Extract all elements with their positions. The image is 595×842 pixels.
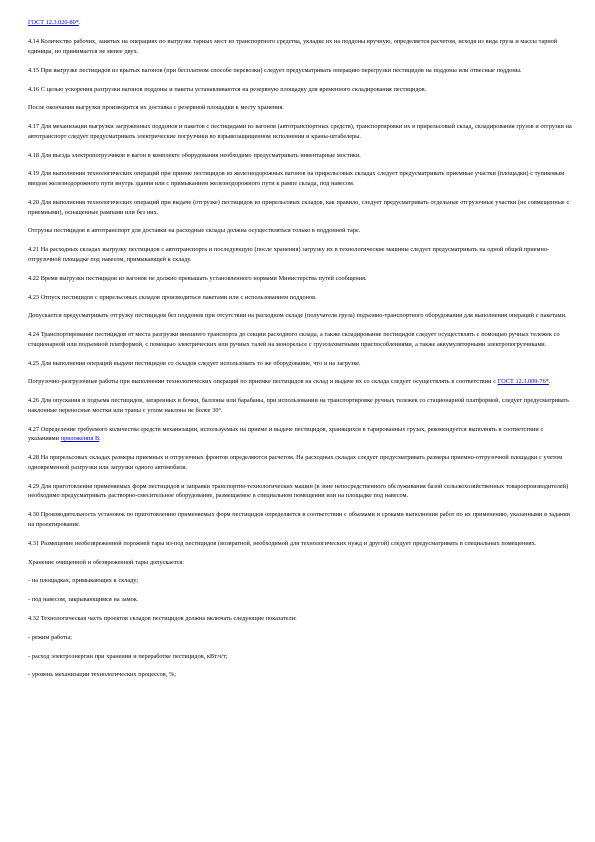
paragraph-4-23: 4.23 Отпуск пестицидов с прирельсовых складов производиться пакетами или с использованием поддонов.	[28, 293, 317, 301]
paragraph-4-30: 4.30 Производительность установок по приготовлению применяемых форм пестицидов определяется в соответствии с объемами и сроками выполнения работ по их применению, указанными в задании на проектирование.	[28, 511, 571, 528]
paragraph-4-24: 4.24 Транспортирование пестицидов от места разгрузки внешнего транспорта до секции расходного склада, а также складирование пестицидов следует осуществлять с помощью ручных тележек со стационарной или подъемной платформой, с помощью электрических или ручных талей на монорельсе с грузозахватными приспособлениями, а также аккумуляторными электропогрузчиками.	[28, 331, 560, 348]
paragraph-4-20-continued: Отгрузка пестицидов в автотранспорт для доставки на расходные склады должна осуществляться только в поддонной таре.	[28, 227, 361, 235]
paragraph-4-27-text: 4.27 Определение требуемого количества средств механизации, используемых на приеме и выдаче пестицидов, хранящихся в тарированных грузах, рекомендуется выполнять в соответствии с указаниями	[28, 425, 544, 443]
paragraph-4-15: 4.15 При выгрузке пестицидов из крытых вагонов (при бесплатном способе перевозки) следует предусматривать операцию перегрузки пестицидов на поддоны или отвесные поддоны.	[28, 66, 522, 74]
paragraph-4-17: 4.17 Для механизации выгрузки загруженных поддонов и пакетов с пестицидами из вагонов (автотранспортных средств), транспортировки их в прирельсовый склад, складирования грузов и отгрузки на автотранспорт следует предусматривать электрические погрузчики во взрывозащищенном исполнении и краны-штабелеры.	[28, 123, 572, 140]
paragraph-4-18: 4.18 Для въезда электропогрузчиков в вагон в комплекте оборудования необходимо предусматривать инвентарные мостики.	[28, 151, 361, 159]
paragraph-4-25-end: .	[548, 378, 551, 386]
paragraph-4-25-continued	[28, 377, 573, 387]
paragraph-4-26: 4.26 Для опускания и подъема пестицидов, затаренных в бочки, баллоны или барабаны, при использовании на транспортировке ручных тележек со стационарной платформой, следует предусматривать наклонные переносные мостки или трапы с углом наклона не более 30°.	[28, 397, 570, 414]
paragraph-4-16: 4.16 С целью ускорения разгрузки вагонов поддоны и пакеты устанавливаются на резервную площадку для временного складирования пестицидов.	[28, 85, 427, 93]
gost-12-3-020-link[interactable]: ГОСТ 12.3.020-80*	[28, 19, 79, 26]
top-link-suffix: .	[78, 19, 81, 26]
paragraph-4-27-end: .	[99, 435, 101, 443]
paragraph-4-31: 4.31 Размещение необезвреженной порожней тары из-под пестицидов (возвратной, необходимой для технологических нужд и другой) следует предусматривать в специальных помещениях.	[28, 539, 537, 547]
paragraph-4-25-text: Погрузочно-разгрузочные работы при выполнении технологических операций по приемке пестицидов на склад и выдаче их со склада следует осуществлять в соответствии с	[28, 378, 498, 386]
paragraph-4-19: 4.19 Для выполнения технологических операций при приеме пестицидов из железнодорожных вагонов на прирельсовых складах следует предусматривать приемные участки (площадки) с тупиковым вводом железнодорожного пути внутрь здания или с примыканием железнодорожного пути к рампе склада, под навесом.	[28, 170, 565, 188]
paragraph-4-28: 4.28 На прирельсовых складах размеры приемных и отгрузочных фронтов определяются расчетом. На расходных складах следует предусматривать размеры приемно-отгрузочной площадки с учетом одновременной разгрузки или загрузки одного автомобиля.	[28, 454, 563, 471]
paragraph-4-22: 4.22 Время выгрузки пестицидов из вагонов не должно превышать установленного нормами Министерства путей сообщения.	[28, 274, 367, 282]
paragraph-4-20: 4.20 Для выполнения технологических операций при выдаче (отгрузке) пестицидов из прирельсовых складов, как правило, следует предусматривать отдельные отгрузочные участки (не совмещенные с приемными), оснащенные рампами или без них.	[28, 198, 570, 216]
document-body	[28, 18, 573, 688]
list-item-power-consumption: - расход электроэнергии при хранении и переработке пестицидов, кВт.ч/т;	[28, 652, 228, 660]
list-item-canopy: - под навесом, закрывающимся на замок.	[28, 596, 139, 604]
paragraph-4-31-storage: Хранение очищенной и обезвреженной тары допускается:	[28, 558, 185, 566]
paragraph-4-25: 4.25 Для выполнения операций выдачи пестицидов со складов следует использовать то же оборудование, что и на загрузке.	[28, 359, 361, 367]
paragraph-4-32: 4.32 Технологическая часть проектов складов пестицидов должна включать следующие показатели:	[28, 614, 297, 622]
gost-12-3-009-link[interactable]: ГОСТ 12.3.009-76*	[497, 378, 549, 386]
list-item-work-mode: - режим работы;	[28, 633, 72, 641]
paragraph-4-27	[28, 425, 573, 444]
paragraph-4-14: 4.14 Количество рабочих, занятых на операциях по выгрузке тарных мест из транспортного средства, укладке их на поддоны вручную, определяется расчетом, исходя из вида груза и массы тарной единицы, но принимается не менее двух.	[28, 38, 558, 55]
list-item-mechanization-level: - уровень механизации технологических процессов, %;	[28, 671, 177, 679]
paragraph-4-23-continued: Допускается предусматривать отгрузку пестицидов без поддонов при отсутствии на расходном складе (получателя груза) подъемно-транспортного оборудования для выполнения операций с пакетами.	[28, 312, 567, 320]
appendix-v-link[interactable]: приложения В	[60, 435, 100, 443]
paragraph-4-21: 4.21 На расходных складах выгрузку пестицидов с автотранспорта и последующую (после хранения) загрузку их в технологические машины следует предусматривать на одной общей приемно-отгрузочной площадке под навесом, примыкающей к складу.	[28, 246, 550, 263]
list-item-platforms: - на площадках, примыкающих к складу;	[28, 577, 139, 585]
paragraph-4-16-continued: После окончания выгрузки производится их доставка с резервной площадки к месту хранения.	[28, 104, 284, 112]
paragraph-4-29: 4.29 Для приготовления применяемых форм пестицидов и заправки транспортно-технологических машин (в зоне непосредственного обслуживания базой сельскохозяйственных товаропроизводителей) необходимо предусматривать растворно-смесительное оборудование, размещаемое в специальном помещении или на площадке под навесом.	[28, 482, 569, 500]
top-reference	[28, 18, 573, 28]
